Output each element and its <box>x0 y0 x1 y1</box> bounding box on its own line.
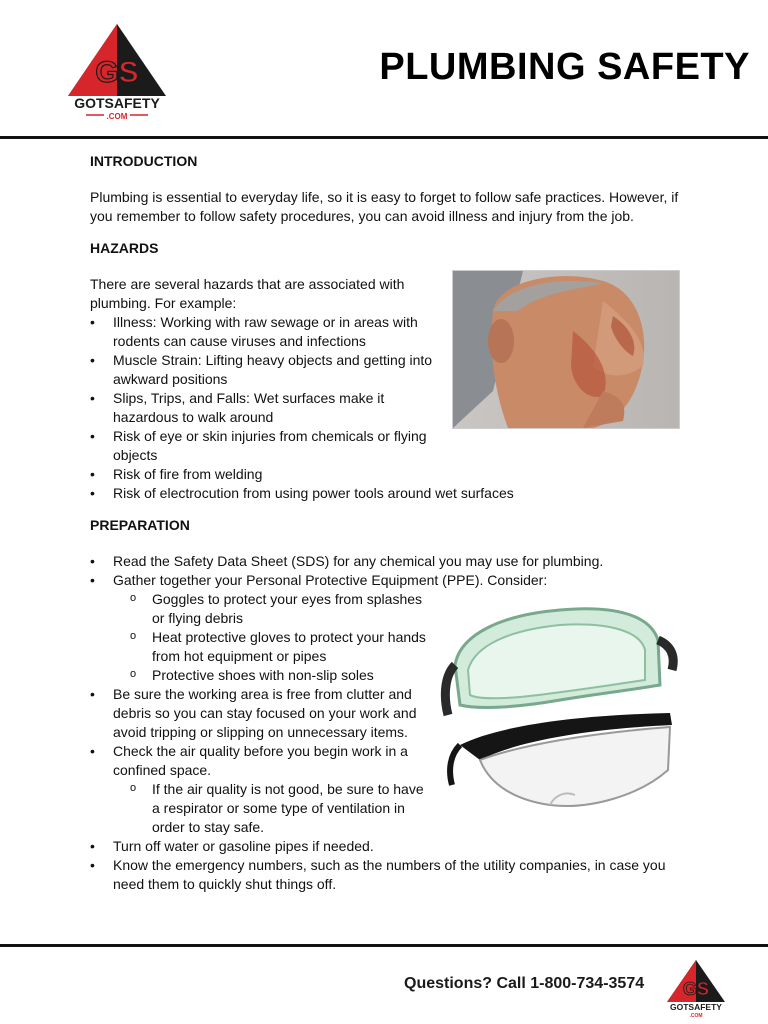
safety-goggles-photo <box>440 595 680 827</box>
list-item: • Be sure the working area is free from clutter and debris so you can stay focused on your work and avoid tripping or slipping on unnecessary items. <box>90 685 690 742</box>
list-item: • Turn off water or gasoline pipes if needed. <box>90 837 690 856</box>
header-divider <box>0 136 768 139</box>
gotsafety-logo <box>66 22 168 122</box>
gotsafety-logo-footer <box>665 958 727 1018</box>
list-item: • Gather together your Personal Protective Equipment (PPE). Consider: o Goggles to protect your eyes from splashes or flying debris o Heat protective gloves to protect your hands from hot equipment or pipes o Protective shoes with non-slip soles <box>90 571 690 685</box>
svg-text:GOTSAFETY: GOTSAFETY <box>74 95 160 111</box>
list-item: • Slips, Trips, and Falls: Wet surfaces make it hazardous to walk around <box>90 389 690 427</box>
list-item: • Illness: Working with raw sewage or in areas with rodents can cause viruses and infections <box>90 313 690 351</box>
list-item: • Know the emergency numbers, such as the numbers of the utility companies, in case you need them to quickly shut things off. <box>90 856 690 894</box>
list-item: • Read the Safety Data Sheet (SDS) for any chemical you may use for plumbing. <box>90 552 690 571</box>
hazards-heading: HAZARDS <box>90 240 159 256</box>
sub-list-item: o Heat protective gloves to protect your hands from hot equipment or pipes <box>113 628 690 666</box>
introduction-heading: INTRODUCTION <box>90 153 198 169</box>
page-title: PLUMBING SAFETY <box>379 46 750 88</box>
list-item: • Check the air quality before you begin work in a confined space. o If the air quality is not good, be sure to have a respirator or some type of ventilation in order to stay safe. <box>90 742 690 837</box>
introduction-line: Plumbing is essential to everyday life, so it is easy to forget to follow safe practices. However, if <box>90 189 679 205</box>
sub-list-item: o Protective shoes with non-slip soles <box>113 666 690 685</box>
footer-divider <box>0 944 768 947</box>
hazards-intro: plumbing. For example: <box>90 295 237 311</box>
svg-text:.COM: .COM <box>689 1013 703 1018</box>
preparation-heading: PREPARATION <box>90 517 190 533</box>
contact-phone-text: Questions? Call 1-800-734-3574 <box>404 975 645 992</box>
list-item: • Muscle Strain: Lifting heavy objects and getting into awkward positions <box>90 351 690 389</box>
hazards-intro: There are several hazards that are associated with <box>90 276 405 292</box>
sub-list-item: o If the air quality is not good, be sure to have a respirator or some type of ventilation in order to stay safe. <box>113 780 690 837</box>
svg-text:GOTSAFETY: GOTSAFETY <box>670 1002 722 1012</box>
list-item: • Risk of electrocution from using power tools around wet surfaces <box>90 484 690 503</box>
sub-list-item: o Goggles to protect your eyes from splashes or flying debris <box>113 590 690 628</box>
svg-text:.COM: .COM <box>106 112 128 121</box>
svg-text:GS: GS <box>682 979 710 999</box>
skin-injury-photo <box>452 270 680 429</box>
introduction-line: you remember to follow safety procedures, you can avoid illness and injury from the job. <box>90 208 634 224</box>
list-item: • Risk of eye or skin injuries from chemicals or flying objects <box>90 427 690 465</box>
list-item: • Risk of fire from welding <box>90 465 690 484</box>
svg-text:GS: GS <box>95 56 139 89</box>
